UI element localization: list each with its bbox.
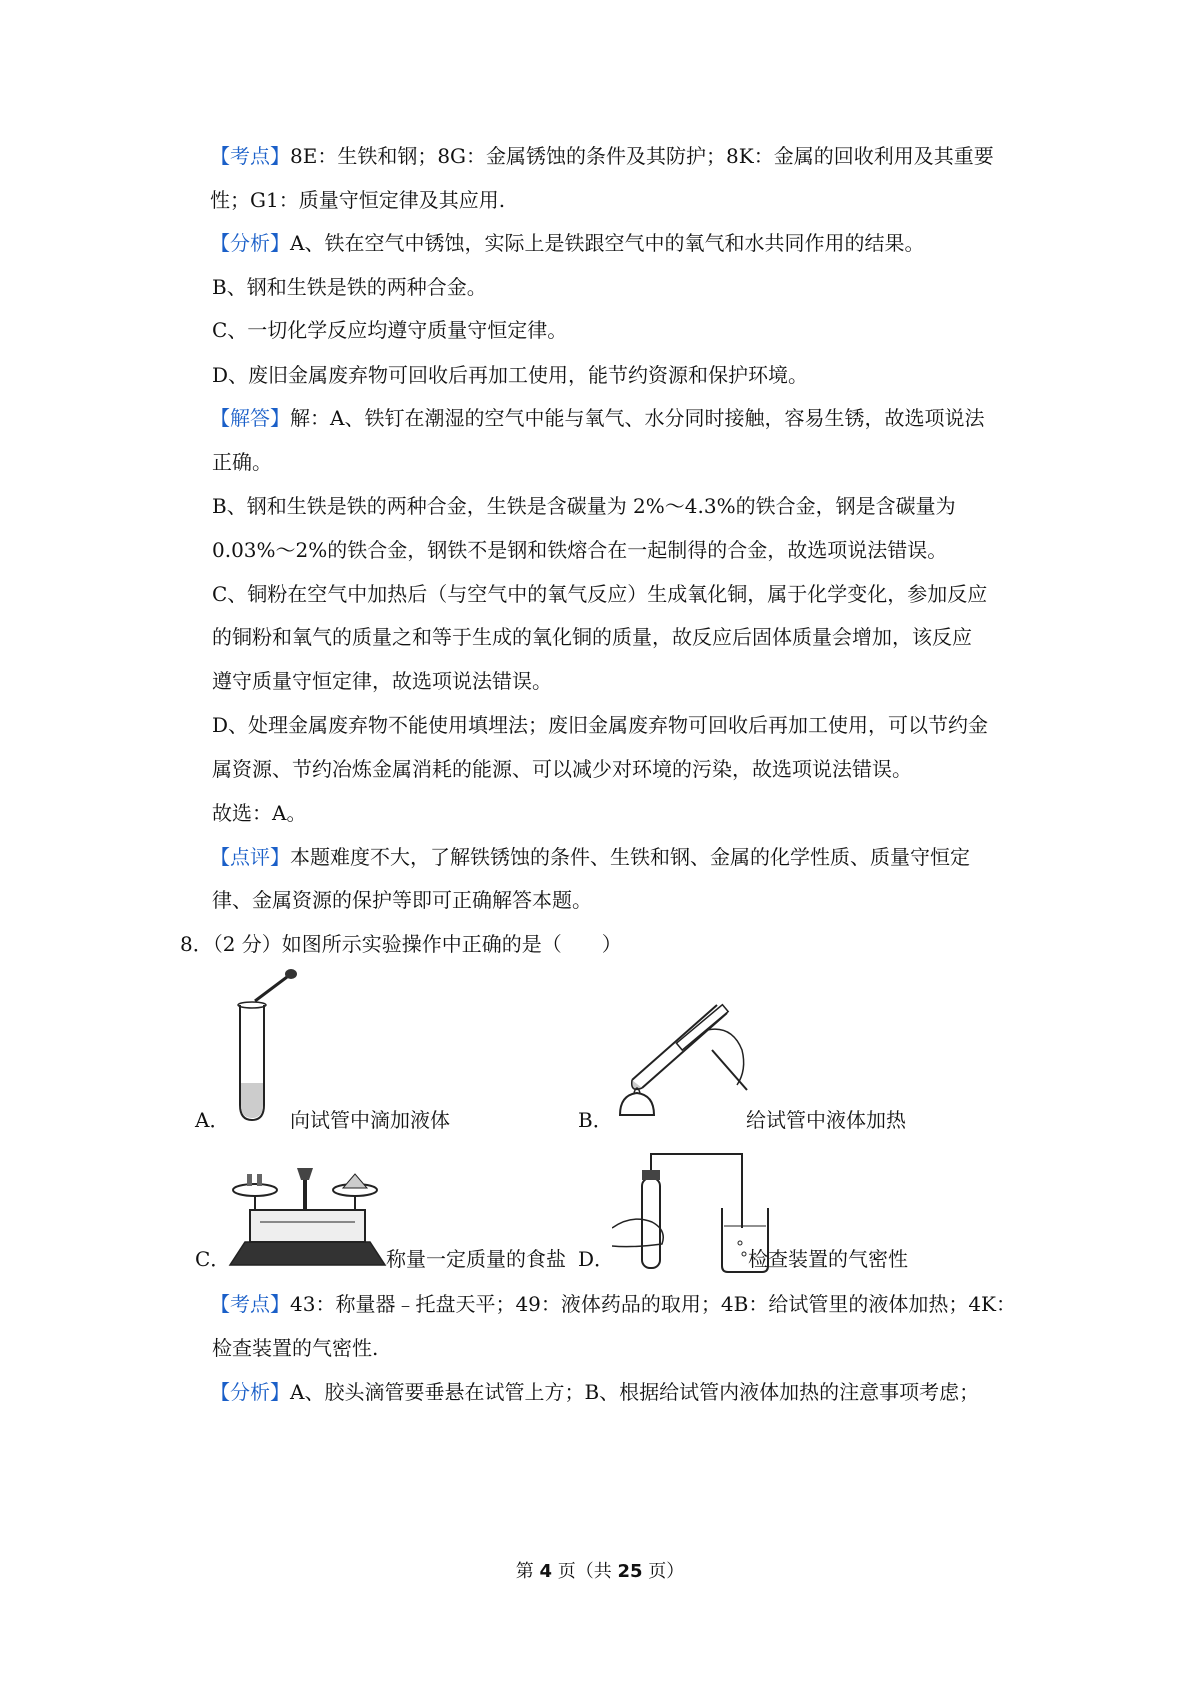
kaodian-tag: 【考点】: [210, 144, 290, 168]
q8-kaodian-text: 43：称量器﹣托盘天平；49：液体药品的取用；4B：给试管里的液体加热；4K：: [290, 1292, 1016, 1316]
jieda-line-c2: 的铜粉和氧气的质量之和等于生成的氧化铜的质量，故反应后固体质量会增加，该反应: [212, 625, 972, 649]
jieda-line-c3: 遵守质量守恒定律，故选项说法错误。: [212, 669, 552, 693]
dianping-text-1: 本题难度不大，了解铁锈蚀的条件、生铁和钢、金属的化学性质、质量守恒定: [290, 845, 970, 869]
fenxi-text-a: A、铁在空气中锈蚀，实际上是铁跟空气中的氧气和水共同作用的结果。: [290, 231, 925, 255]
footer-middle: 页（共: [557, 1561, 612, 1582]
option-c-text: 称量一定质量的食盐: [386, 1247, 566, 1271]
jieda-tag: 【解答】: [210, 406, 290, 430]
footer-suffix: 页）: [648, 1561, 685, 1582]
figure-b-heating-tube: [612, 995, 762, 1125]
q8-fenxi-line-1: [210, 1378, 1040, 1406]
footer-prefix: 第: [515, 1561, 534, 1582]
dianping-tag: 【点评】: [210, 845, 290, 869]
fenxi-tag: 【分析】: [210, 231, 290, 255]
option-b-letter: B．: [578, 1108, 613, 1132]
jieda-line-a2: 正确。: [212, 450, 272, 474]
q8-fenxi-tag: 【分析】: [210, 1380, 290, 1404]
fenxi-line-d: D、废旧金属废弃物可回收后再加工使用，能节约资源和保护环境。: [212, 363, 809, 387]
kaodian-text: 8E：生铁和钢；8G：金属锈蚀的条件及其防护；8K：金属的回收利用及其重要: [290, 144, 994, 168]
page-footer: [0, 1560, 1200, 1584]
option-a-text: 向试管中滴加液体: [290, 1108, 450, 1132]
option-d-text: 检查装置的气密性: [748, 1247, 908, 1271]
fenxi-line-b: B、钢和生铁是铁的两种合金。: [212, 275, 487, 299]
figure-a-dropper-test-tube: [225, 965, 305, 1125]
option-c-letter: C．: [195, 1247, 231, 1271]
jieda-text-a1: 解：A、铁钉在潮湿的空气中能与氧气、水分同时接触，容易生锈，故选项说法: [290, 406, 985, 430]
kaodian-line-2: 性；G1：质量守恒定律及其应用.: [210, 188, 506, 212]
dianping-line-2: 律、金属资源的保护等即可正确解答本题。: [212, 888, 592, 912]
jieda-line-a1: [210, 404, 1040, 432]
jieda-line-b2: 0.03%～2%的铁合金，钢铁不是钢和铁熔合在一起制得的合金，故选项说法错误。: [212, 538, 948, 562]
fenxi-line-a: [210, 229, 1040, 257]
jieda-line-d1: D、处理金属废弃物不能使用填埋法；废旧金属废弃物可回收后再加工使用，可以节约金: [212, 713, 989, 737]
footer-total-pages: 25: [617, 1561, 643, 1582]
jieda-line-b1: B、钢和生铁是铁的两种合金，生铁是含碳量为 2%～4.3%的铁合金，钢是含碳量为: [212, 494, 956, 518]
figure-c-balance: [225, 1160, 390, 1270]
q8-fenxi-text: A、胶头滴管要垂悬在试管上方；B、根据给试管内液体加热的注意事项考虑；: [290, 1380, 980, 1404]
option-d-letter: D．: [578, 1247, 615, 1271]
q8-kaodian-tag: 【考点】: [210, 1292, 290, 1316]
question-8-stem: 8．（2 分）如图所示实验操作中正确的是（ ）: [180, 932, 622, 956]
footer-page-number: 4: [539, 1561, 552, 1582]
option-a-letter: A．: [195, 1108, 230, 1132]
dianping-line-1: [210, 843, 1040, 871]
kaodian-line-1: [210, 142, 1040, 170]
fenxi-line-c: C、一切化学反应均遵守质量守恒定律。: [212, 318, 568, 342]
option-b-text: 给试管中液体加热: [746, 1108, 906, 1132]
q8-kaodian-line-2: 检查装置的气密性.: [212, 1336, 379, 1360]
jieda-line-d2: 属资源、节约冶炼金属消耗的能源、可以减少对环境的污染，故选项说法错误。: [212, 757, 912, 781]
q8-kaodian-line-1: [210, 1290, 1040, 1318]
jieda-line-c1: C、铜粉在空气中加热后（与空气中的氧气反应）生成氧化铜，属于化学变化，参加反应: [212, 582, 988, 606]
answer-line: 故选：A。: [212, 801, 307, 825]
